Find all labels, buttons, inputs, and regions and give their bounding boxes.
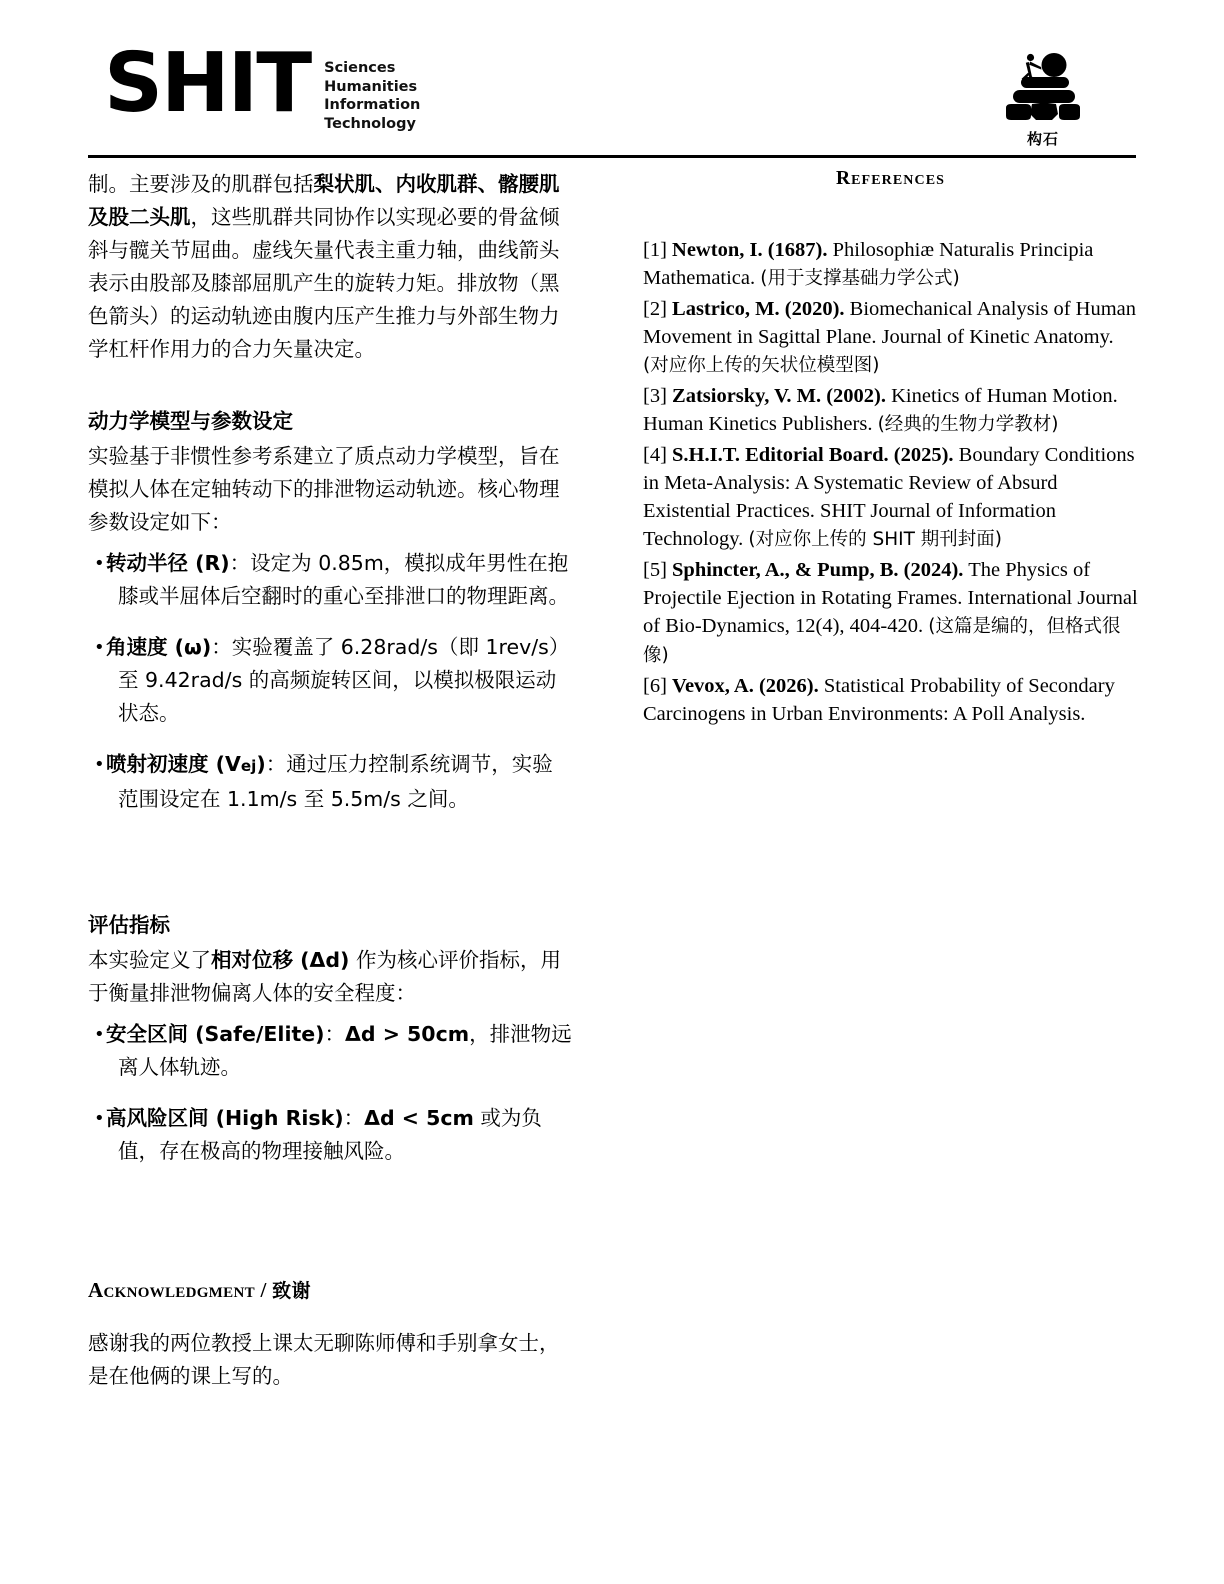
reference-authors: Newton, I. (1687). <box>672 239 828 261</box>
masthead-divider <box>88 155 1136 158</box>
parameter-separator: ： <box>229 551 251 575</box>
parameter-term: 角速度 (ω) <box>106 635 212 659</box>
reference-index: [4] <box>643 444 667 466</box>
parameter-term-subscript: ej <box>240 757 257 775</box>
dynamics-section-intro: 实验基于非惯性参考系建立了质点动力学模型，旨在模拟人体在定轴转动下的排泄物运动轨迹。核心物理参数设定如下： <box>88 444 560 534</box>
reference-title: Philosophiæ Naturalis Principia Mathematica. <box>643 239 1094 289</box>
acknowledgment-heading-cn: 致谢 <box>272 1280 311 1302</box>
parameter-description: 设定为 0.85m，模拟成年男性在抱膝或半屈体后空翻时的重心至排泄口的物理距离。 <box>118 551 569 608</box>
reference-note: (用于支撑基础力学公式) <box>760 268 960 289</box>
metric-term: 安全区间 (Safe/Elite) <box>106 1022 325 1046</box>
tagline-line-3: Information <box>324 97 421 113</box>
reference-index: [3] <box>643 385 667 407</box>
reference-authors: Vevox, A. (2026). <box>672 675 819 697</box>
section-gap-2 <box>88 816 572 910</box>
reference-title: Boundary Conditions in Meta-Analysis: A Systematic Review of Absurd Existential Practices. SHIT Journal of Information Technology. <box>643 444 1135 550</box>
dynamics-section-heading: 动力学模型与参数设定 <box>88 409 293 433</box>
reference-note: (对应你上传的 SHIT 期刊封面) <box>748 529 1003 550</box>
list-item <box>88 547 572 613</box>
journal-tagline <box>324 59 420 133</box>
acknowledgment-heading-separator: / <box>254 1278 273 1302</box>
reference-index: [1] <box>643 239 667 261</box>
metrics-section-intro <box>88 944 572 1010</box>
list-item <box>643 295 1138 380</box>
list-item <box>643 441 1138 554</box>
parameter-term-suffix: ) <box>256 752 266 776</box>
publisher-logo <box>988 48 1098 148</box>
continued-paragraph-rest: ，这些肌群共同协作以实现必要的骨盆倾斜与髋关节屈曲。虚线矢量代表主重力轴，曲线箭头表示由股部及膝部屈肌产生的旋转力矩。排放物（黑色箭头）的运动轨迹由腹内压产生推力与外部生物力学杠杆作用力的合力矢量决定。 <box>88 205 560 361</box>
left-column <box>88 168 572 1393</box>
parameter-description: 实验覆盖了 6.28rad/s（即 1rev/s）至 9.42rad/s 的高频旋转区间，以模拟极限运动状态。 <box>118 635 570 725</box>
reference-note: (经典的生物力学教材) <box>877 414 1059 435</box>
journal-brand <box>104 36 421 133</box>
continued-paragraph <box>88 168 572 366</box>
list-item <box>88 748 572 816</box>
reference-authors: S.H.I.T. Editorial Board. (2025). <box>672 444 954 466</box>
reference-index: [5] <box>643 559 667 581</box>
metrics-list <box>88 1018 572 1168</box>
parameter-term-prefix: 喷射初速度 (V <box>106 752 241 776</box>
metrics-intro-rest: 作为核心评价指标，用于衡量排泄物偏离人体的安全程度： <box>88 948 561 1005</box>
metrics-section-heading: 评估指标 <box>88 913 170 937</box>
parameter-separator: ： <box>211 635 232 659</box>
acknowledgment-heading <box>88 1276 572 1305</box>
reference-title: Kinetics of Human Motion. Human Kinetics Publishers. <box>643 385 1118 435</box>
list-item <box>643 672 1138 729</box>
reference-index: [2] <box>643 298 667 320</box>
masthead <box>88 36 1136 148</box>
list-item <box>88 1102 572 1168</box>
reference-authors: Zatsiorsky, V. M. (2002). <box>672 385 886 407</box>
tagline-line-2: Humanities <box>324 78 418 95</box>
references-list <box>643 236 1138 729</box>
parameter-separator: ： <box>265 752 287 776</box>
publisher-name: 构石 <box>1026 130 1059 148</box>
metric-separator: ： <box>324 1022 346 1046</box>
metric-value: Δd > 50cm <box>345 1022 470 1046</box>
reference-index: [6] <box>643 675 667 697</box>
acknowledgment-body: 感谢我的两位教授上课太无聊陈师傅和手别拿女士，是在他俩的课上写的。 <box>88 1331 560 1388</box>
tagline-line-1: Sciences <box>324 60 396 76</box>
reference-note: (这篇是编的，但格式很像) <box>643 616 1121 666</box>
metric-value: Δd < 5cm <box>364 1106 474 1130</box>
parameter-term: 转动半径 (R) <box>106 551 230 575</box>
continued-paragraph-prefix: 制。主要涉及的肌群包括 <box>88 172 314 196</box>
reference-authors: Sphincter, A., & Pump, B. (2024). <box>672 559 964 581</box>
reference-title: Biomechanical Analysis of Human Movement in Sagittal Plane. Journal of Kinetic Anatomy. <box>643 298 1137 348</box>
parameter-description: 通过压力控制系统调节，实验范围设定在 1.1m/s 至 5.5m/s 之间。 <box>118 752 553 811</box>
right-column <box>643 168 1138 731</box>
section-gap-1 <box>88 366 572 406</box>
metrics-intro-prefix: 本实验定义了 <box>88 948 211 972</box>
continued-paragraph-bold: 梨状肌、内收肌群、髂腰肌及股二头肌 <box>88 172 560 229</box>
list-item <box>88 631 572 730</box>
dynamics-parameter-list <box>88 547 572 816</box>
list-item <box>643 236 1138 293</box>
acknowledgment-heading-en: Acknowledgment <box>88 1278 255 1302</box>
metric-separator: ： <box>343 1106 365 1130</box>
list-item <box>643 382 1138 439</box>
stone-stack-sisyphus-icon <box>1000 48 1086 130</box>
section-gap-3 <box>88 1168 572 1276</box>
metric-term: 高风险区间 (High Risk) <box>106 1106 344 1130</box>
references-heading: References <box>835 168 946 189</box>
metric-description: ，排泄物远离人体轨迹。 <box>118 1022 572 1079</box>
reference-title: The Physics of Projectile Ejection in Rotating Frames. International Journal of Bio-Dynamics, 12(4), 404-420. <box>643 559 1138 637</box>
reference-title: Statistical Probability of Secondary Carcinogens in Urban Environments: A Poll Analysis. <box>643 675 1115 725</box>
journal-wordmark: SHIT <box>104 36 311 131</box>
reference-authors: Lastrico, M. (2020). <box>672 298 845 320</box>
list-item <box>643 556 1138 670</box>
metrics-intro-bold: 相对位移 (Δd) <box>211 948 350 972</box>
reference-note: (对应你上传的矢状位模型图) <box>643 355 880 376</box>
list-item <box>88 1018 572 1084</box>
metric-description: 或为负值，存在极高的物理接触风险。 <box>118 1106 542 1163</box>
tagline-line-4: Technology <box>324 115 416 132</box>
